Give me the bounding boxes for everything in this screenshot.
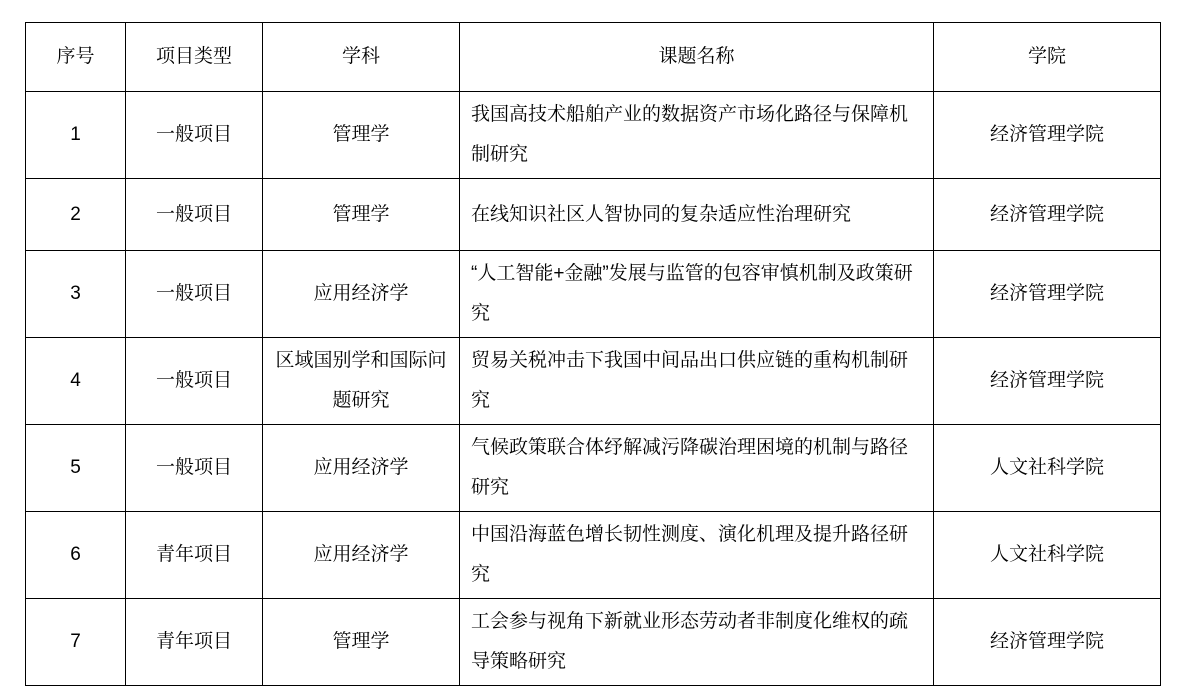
cell-project-type: 一般项目: [126, 338, 263, 425]
header-project-type: 项目类型: [126, 23, 263, 92]
cell-discipline: 应用经济学: [263, 251, 460, 338]
cell-college: 经济管理学院: [934, 338, 1161, 425]
table-row: [26, 251, 1161, 338]
table-row: [26, 338, 1161, 425]
cell-discipline: 管理学: [263, 179, 460, 251]
cell-no: 3: [26, 251, 126, 338]
cell-discipline: 应用经济学: [263, 425, 460, 512]
header-no: 序号: [26, 23, 126, 92]
cell-college: 人文社科学院: [934, 425, 1161, 512]
cell-no: 7: [26, 599, 126, 686]
table-row: [26, 425, 1161, 512]
cell-no: 5: [26, 425, 126, 512]
cell-project-type: 一般项目: [126, 425, 263, 512]
projects-table: [25, 22, 1161, 686]
cell-project-title: 贸易关税冲击下我国中间品出口供应链的重构机制研究: [460, 338, 934, 425]
cell-discipline: 应用经济学: [263, 512, 460, 599]
header-discipline: 学科: [263, 23, 460, 92]
cell-no: 1: [26, 92, 126, 179]
cell-project-title: 工会参与视角下新就业形态劳动者非制度化维权的疏导策略研究: [460, 599, 934, 686]
cell-no: 6: [26, 512, 126, 599]
cell-project-title: 中国沿海蓝色增长韧性测度、演化机理及提升路径研究: [460, 512, 934, 599]
cell-project-type: 一般项目: [126, 251, 263, 338]
cell-no: 4: [26, 338, 126, 425]
header-project-title: 课题名称: [460, 23, 934, 92]
cell-discipline: 管理学: [263, 92, 460, 179]
cell-project-title: 我国高技术船舶产业的数据资产市场化路径与保障机制研究: [460, 92, 934, 179]
cell-project-type: 青年项目: [126, 512, 263, 599]
cell-no: 2: [26, 179, 126, 251]
header-row: [26, 23, 1161, 92]
cell-college: 人文社科学院: [934, 512, 1161, 599]
cell-college: 经济管理学院: [934, 92, 1161, 179]
table-row: [26, 512, 1161, 599]
cell-project-title: 在线知识社区人智协同的复杂适应性治理研究: [460, 179, 934, 251]
cell-college: 经济管理学院: [934, 179, 1161, 251]
cell-college: 经济管理学院: [934, 251, 1161, 338]
table-row: [26, 92, 1161, 179]
cell-discipline: 管理学: [263, 599, 460, 686]
cell-project-title: 气候政策联合体纾解减污降碳治理困境的机制与路径研究: [460, 425, 934, 512]
header-college: 学院: [934, 23, 1161, 92]
cell-college: 经济管理学院: [934, 599, 1161, 686]
cell-project-type: 一般项目: [126, 92, 263, 179]
cell-project-type: 青年项目: [126, 599, 263, 686]
cell-discipline: 区域国别学和国际问题研究: [263, 338, 460, 425]
table-row: [26, 179, 1161, 251]
table-row: [26, 599, 1161, 686]
cell-project-type: 一般项目: [126, 179, 263, 251]
cell-project-title: “人工智能+金融”发展与监管的包容审慎机制及政策研究: [460, 251, 934, 338]
